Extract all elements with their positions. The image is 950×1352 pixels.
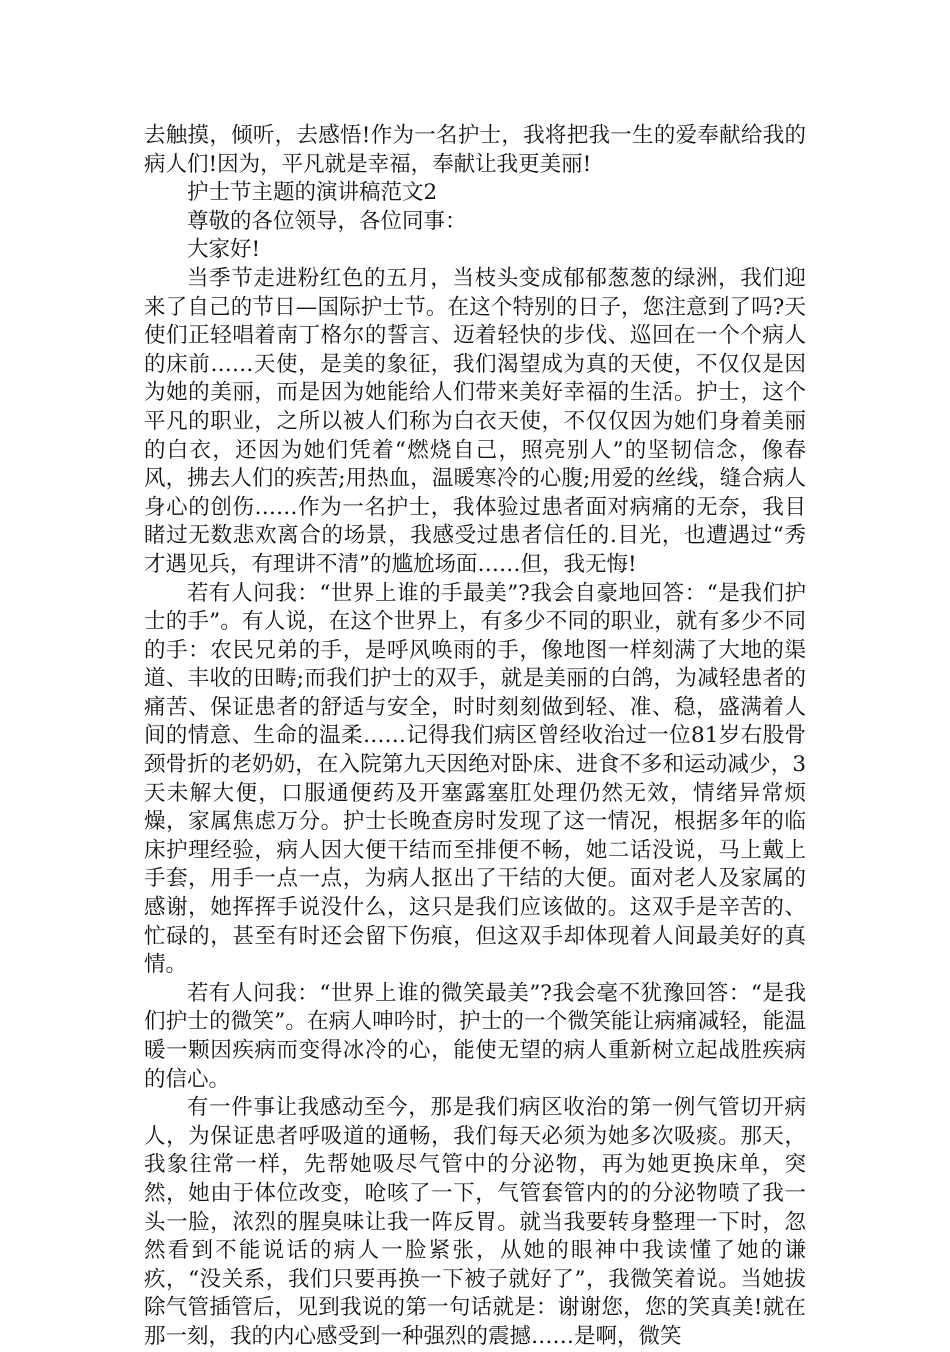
paragraph-hands: 若有人问我：“世界上谁的手最美”?我会自豪地回答：“是我们护士的手”。有人说，在这个世界上，有多少不同的职业，就有多少不同的手：农民兄弟的手，是呼风唤雨的手，像地图一样刻满了大地的渠道、丰收的田畴;而我们护士的双手，就是美丽的白鸽，为减轻患者的痛苦、保证患者的舒适与安全，时时刻刻做到轻、准、稳，盛满着人间的情意、生命的温柔……记得我们病区曾经收治过一位81岁右股骨颈骨折的老奶奶，在入院第九天因绝对卧床、进食不多和运动减少，3天未解大便，口服通便药及开塞露塞肛处理仍然无效，情绪异常烦燥，家属焦虑万分。护士长晚查房时发现了这一情况，根据多年的临床护理经验，病人因大便干结而至排便不畅，她二话没说，马上戴上手套，用手一点一点，为病人抠出了干结的大便。面对老人及家属的感谢，她挥挥手说没什么，这只是我们应该做的。这双手是辛苦的、忙碌的，甚至有时还会留下伤痕，但这双手却体现着人间最美好的真情。 xyxy=(144,580,806,978)
greeting: 大家好! xyxy=(187,237,261,263)
paragraph-story: 有一件事让我感动至今，那是我们病区收治的第一例气管切开病人，为保证患者呼吸道的通畅，我们每天必须为她多次吸痰。那天，我象往常一样，先帮她吸尽气管中的分泌物，再为她更换床单，突然，她由于体位改变，呛咳了一下，气管套管内的的分泌物喷了我一头一脸，浓烈的腥臭味让我一阵反胃。就当我要转身整理一下时，忽然看到不能说话的病人一脸紧张，从她的眼神中我读懂了她的谦疚，“没关系，我们只要再换一下被子就好了”，我微笑着说。当她拔除气管插管后，见到我说的第一句话就是：谢谢您，您的笑真美!就在那一刻，我的内心感受到一种强烈的震撼……是啊，微笑 xyxy=(144,1095,806,1349)
document-body xyxy=(144,122,806,1352)
paragraph-smile: 若有人问我：“世界上谁的微笑最美”?我会毫不犹豫回答：“是我们护士的微笑”。在病人呻吟时，护士的一个微笑能让病痛减轻，能温暖一颗因疾病而变得冰冷的心，能使无望的病人重新树立起战胜疾病的信心。 xyxy=(144,980,806,1092)
paragraph-continuation: 去触摸，倾听，去感悟!作为一名护士，我将把我一生的爱奉献给我的病人们!因为，平凡就是幸福，奉献让我更美丽! xyxy=(144,123,806,177)
section-title: 护士节主题的演讲稿范文2 xyxy=(187,180,438,206)
salutation: 尊敬的各位领导，各位同事： xyxy=(187,208,467,234)
paragraph-angels: 当季节走进粉红色的五月，当枝头变成郁郁葱葱的绿洲，我们迎来了自己的节日—国际护士节。在这个特别的日子，您注意到了吗?天使们正轻唱着南丁格尔的誓言、迈着轻快的步伐、巡回在一个个病人的床前……天使，是美的象征，我们渴望成为真的天使，不仅仅是因为她的美丽，而是因为她能给人们带来美好幸福的生活。护士，这个平凡的职业，之所以被人们称为白衣天使，不仅仅因为她们身着美丽的白衣，还因为她们凭着“燃烧自己，照亮别人”的坚韧信念，像春风，拂去人们的疾苦;用热血，温暖寒冷的心腹;用爱的丝线，缝合病人身心的创伤……作为一名护士，我体验过患者面对病痛的无奈，我目睹过无数悲欢离合的场景，我感受过患者信任的.目光，也遭遇过“秀才遇见兵，有理讲不清”的尴尬场面……但，我无悔! xyxy=(144,265,806,577)
